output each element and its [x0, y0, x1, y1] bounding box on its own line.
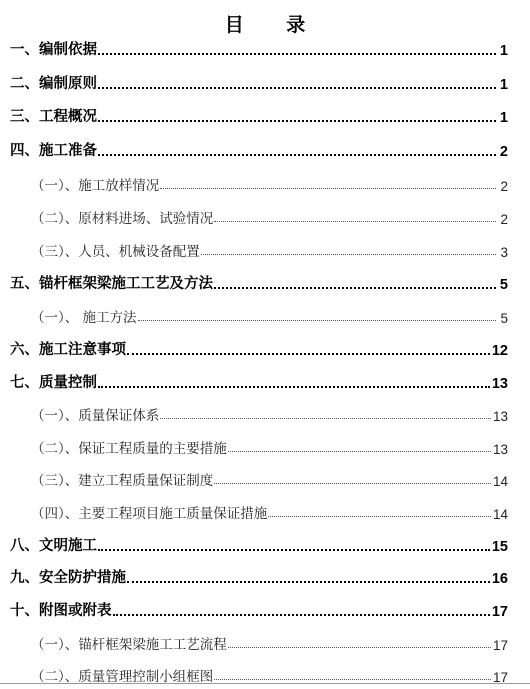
- toc-entry-label: （三）、人员、机械设备配置: [31, 244, 200, 260]
- toc-subentry[interactable]: [31, 237, 508, 261]
- toc-subentry[interactable]: [31, 303, 508, 327]
- toc-entry-page: 5: [499, 277, 508, 293]
- dot-leader: [268, 516, 491, 517]
- toc-title: 目 录: [224, 14, 324, 36]
- toc-entry-label: （一）、质量保证体系: [31, 408, 160, 424]
- dot-leader: [214, 287, 496, 289]
- toc-entry-page: 16: [491, 571, 508, 587]
- toc-subentry[interactable]: [31, 499, 508, 523]
- toc-entry[interactable]: [10, 70, 508, 94]
- dot-leader: [127, 353, 490, 355]
- toc-subentry[interactable]: [31, 630, 508, 654]
- dot-leader: [98, 53, 496, 55]
- toc-entry-page: 15: [491, 539, 508, 555]
- toc-entry-page: 14: [492, 474, 508, 489]
- toc-entry-label: 一、编制依据: [10, 42, 97, 58]
- toc-subentry[interactable]: [31, 171, 508, 195]
- toc-entry-page: 13: [492, 409, 508, 424]
- toc-entry-label: （三）、建立工程质量保证制度: [31, 473, 214, 489]
- dot-leader: [160, 418, 491, 419]
- toc-entry[interactable]: [10, 336, 508, 360]
- toc-entry-page: 17: [492, 638, 508, 653]
- toc-entry-label: 八、文明施工: [10, 538, 97, 554]
- toc-entry-page: 2: [500, 179, 508, 194]
- toc-entry-label: （二）、原材料进场、试验情况: [31, 211, 214, 227]
- dot-leader: [98, 87, 496, 89]
- toc-entry-label: （一）、施工放样情况: [31, 178, 160, 194]
- dot-leader: [138, 320, 496, 321]
- toc-entry[interactable]: [10, 103, 508, 127]
- toc-entry-page: 14: [492, 507, 508, 522]
- toc-entry-label: 七、质量控制: [10, 375, 97, 391]
- dot-leader: [127, 581, 490, 583]
- toc-entry-label: 十、附图或附表: [10, 603, 112, 619]
- toc-entry-page: 13: [491, 376, 508, 392]
- toc-entry[interactable]: [10, 137, 508, 161]
- toc-entry-label: （二）、保证工程质量的主要措施: [31, 441, 227, 457]
- toc-entry-page: 17: [491, 604, 508, 620]
- dot-leader: [98, 386, 490, 388]
- toc-entry-page: 13: [492, 442, 508, 457]
- toc-subentry[interactable]: [31, 401, 508, 425]
- toc-entry[interactable]: [10, 369, 508, 393]
- dot-leader: [98, 120, 496, 122]
- dot-leader: [228, 647, 491, 648]
- toc-entry-label: （四）、主要工程项目施工质量保证措施: [31, 506, 268, 522]
- toc-entry-page: 12: [491, 343, 508, 359]
- toc-entry-label: 三、工程概况: [10, 109, 97, 125]
- toc-entry-label: 五、锚杆框架梁施工工艺及方法: [10, 276, 213, 292]
- page-bottom-rule: [0, 683, 530, 684]
- toc-entry-page: 1: [499, 43, 508, 59]
- dot-leader: [98, 549, 490, 551]
- toc-entry-page: 5: [500, 311, 508, 326]
- toc-entry-label: （一）、锚杆框架梁施工工艺流程: [31, 637, 227, 653]
- dot-leader: [98, 154, 496, 156]
- toc-entry[interactable]: [10, 270, 508, 294]
- toc-entry-label: 六、施工注意事项: [10, 342, 126, 358]
- toc-entry[interactable]: [10, 564, 508, 588]
- toc-entry[interactable]: [10, 597, 508, 621]
- toc-entry[interactable]: [10, 36, 508, 60]
- toc-subentry[interactable]: [31, 466, 508, 490]
- toc-entry-page: 3: [500, 245, 508, 260]
- dot-leader: [214, 483, 491, 484]
- toc-subentry[interactable]: [31, 434, 508, 458]
- toc-entry-label: （二）、质量管理控制小组框图: [31, 669, 214, 685]
- toc-entry-label: 二、编制原则: [10, 76, 97, 92]
- toc-entry-page: 2: [499, 144, 508, 160]
- toc-entry-label: 四、施工准备: [10, 143, 97, 159]
- dot-leader: [214, 679, 491, 680]
- dot-leader: [160, 188, 496, 189]
- dot-leader: [228, 451, 491, 452]
- toc-entry-page: 2: [500, 212, 508, 227]
- toc-entry[interactable]: [10, 532, 508, 556]
- toc-entry-label: （一）、 施工方法: [31, 310, 137, 326]
- dot-leader: [214, 221, 496, 222]
- toc-subentry[interactable]: [31, 204, 508, 228]
- dot-leader: [201, 254, 496, 255]
- toc-entry-page: 1: [499, 77, 508, 93]
- toc-entry-label: 九、安全防护措施: [10, 570, 126, 586]
- dot-leader: [113, 614, 490, 616]
- toc-entry-page: 17: [492, 670, 508, 685]
- toc-entry-page: 1: [499, 110, 508, 126]
